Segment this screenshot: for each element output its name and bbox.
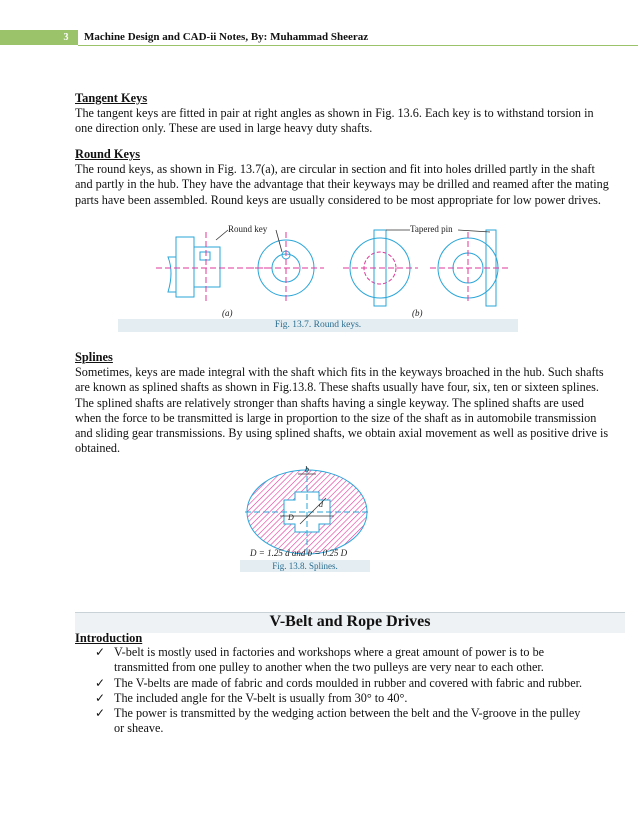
figure-13-7-round-keys <box>118 222 518 332</box>
page-number: 3 <box>63 32 69 43</box>
label-tapered-pin: Tapered pin <box>410 224 453 234</box>
figure-13-7-caption: Fig. 13.7. Round keys. <box>118 319 518 332</box>
round-key-front-view <box>248 232 324 304</box>
label-a: (a) <box>222 308 233 318</box>
check-icon: ✓ <box>95 690 106 705</box>
label-round-key: Round key <box>228 224 268 234</box>
tapered-pin-front-view <box>430 230 510 306</box>
tangent-keys-heading: Tangent Keys <box>75 91 148 105</box>
list-item <box>95 676 585 691</box>
section-title-v-belt: V-Belt and Rope Drives <box>269 613 431 630</box>
figure-13-8-caption: Fig. 13.8. Splines. <box>240 560 370 572</box>
header-divider <box>78 45 638 46</box>
figure-13-8-formula: D = 1.25 d and b = 0.25 D <box>250 548 348 558</box>
splines-heading: Splines <box>75 350 113 364</box>
list-item <box>95 706 585 737</box>
check-icon: ✓ <box>95 675 106 690</box>
tangent-keys-text: The tangent keys are fitted in pair at right angles as shown in Fig. 13.6. Each key is to withstand torsion in one direction only. These are used in large heavy duty shafts. <box>75 106 594 136</box>
splines-text: Sometimes, keys are made integral with the shaft which fits in the keyways broached in the hub. Such shafts are known as splined shafts as shown in Fig.13.8. These shafts usually have four, six, ten or sixteen splines. The splined shafts are relatively stronger than shafts having a single keyway. The splined shafts are used when the force to be transmitted is large in proportion to the size of the shaft as in automobile transmission and sliding gear transmissions. By using splined shafts, we obtain axial movement as well as positive drive is obtained. <box>75 365 609 456</box>
check-icon: ✓ <box>95 645 106 659</box>
label-b-spline: b <box>305 465 309 474</box>
label-d-spline: d <box>319 500 323 509</box>
bullet-text: The V-belts are made of fabric and cords moulded in rubber and covered with fabric and rubber. <box>114 675 583 690</box>
bullet-text: The included angle for the V-belt is usually from 30° to 40°. <box>114 690 408 705</box>
bullet-text: V-belt is mostly used in factories and workshops where a great amount of power is to be transmitted from one pulley to another when the two pulleys are very near to each other. <box>114 645 545 675</box>
check-icon: ✓ <box>95 706 106 721</box>
label-b: (b) <box>412 308 423 318</box>
bullet-text: The power is transmitted by the wedging action between the belt and the V-groove in the pulley or sheave. <box>114 706 581 736</box>
round-keys-heading: Round Keys <box>75 147 141 161</box>
list-item <box>95 691 585 706</box>
list-item <box>95 645 585 676</box>
header-title: Machine Design and CAD-ii Notes, By: Muhammad Sheeraz <box>84 31 369 43</box>
introduction-bullet-list <box>95 645 585 737</box>
round-key-side-view <box>156 232 268 302</box>
introduction-heading: Introduction <box>75 631 143 645</box>
label-D-spline: D <box>288 513 294 522</box>
round-keys-text: The round keys, as shown in Fig. 13.7(a), are circular in section and fit into holes drilled partly in the shaft and partly in the hub. They have the advantage that their keyways may be drilled and reamed after the mating parts have been assembled. Round keys are usually considered to be most appropriate for low power drives. <box>75 162 609 207</box>
tapered-pin-side-view <box>343 230 418 306</box>
